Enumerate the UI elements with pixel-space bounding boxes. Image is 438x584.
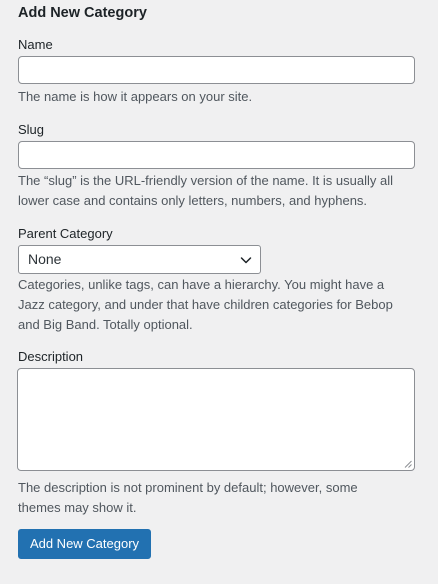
description-help-line: The description is not prominent by default; however, some [18,480,358,495]
description-help-line: themes may show it. [18,500,137,515]
add-new-category-button[interactable]: Add New Category [18,529,151,559]
chevron-down-icon [240,254,252,266]
parent-category-select[interactable] [18,245,261,274]
form-title: Add New Category [18,5,147,21]
parent-category-selected-value: None [28,251,62,267]
description-label: Description [18,349,84,364]
parent-category-help-text [18,275,418,335]
parent-help-line: Categories, unlike tags, can have a hierarchy. You might have a [18,277,385,292]
name-help-text: The name is how it appears on your site. [18,89,253,104]
resize-grip-icon[interactable] [404,460,412,468]
parent-help-line: and Big Band. Totally optional. [18,317,193,332]
slug-label: Slug [18,122,45,137]
parent-help-line: Jazz category, and under that have children categories for Bebop [18,297,393,312]
slug-input[interactable] [18,141,415,169]
slug-help-line: lower case and contains only letters, numbers, and hyphens. [18,193,368,208]
name-label: Name [18,37,53,52]
slug-help-text [18,171,418,211]
slug-help-line: The “slug” is the URL-friendly version of the name. It is usually all [18,173,393,188]
description-help-text [18,478,418,518]
parent-category-label: Parent Category [18,226,113,241]
name-input[interactable] [18,56,415,84]
description-textarea[interactable] [17,368,415,471]
